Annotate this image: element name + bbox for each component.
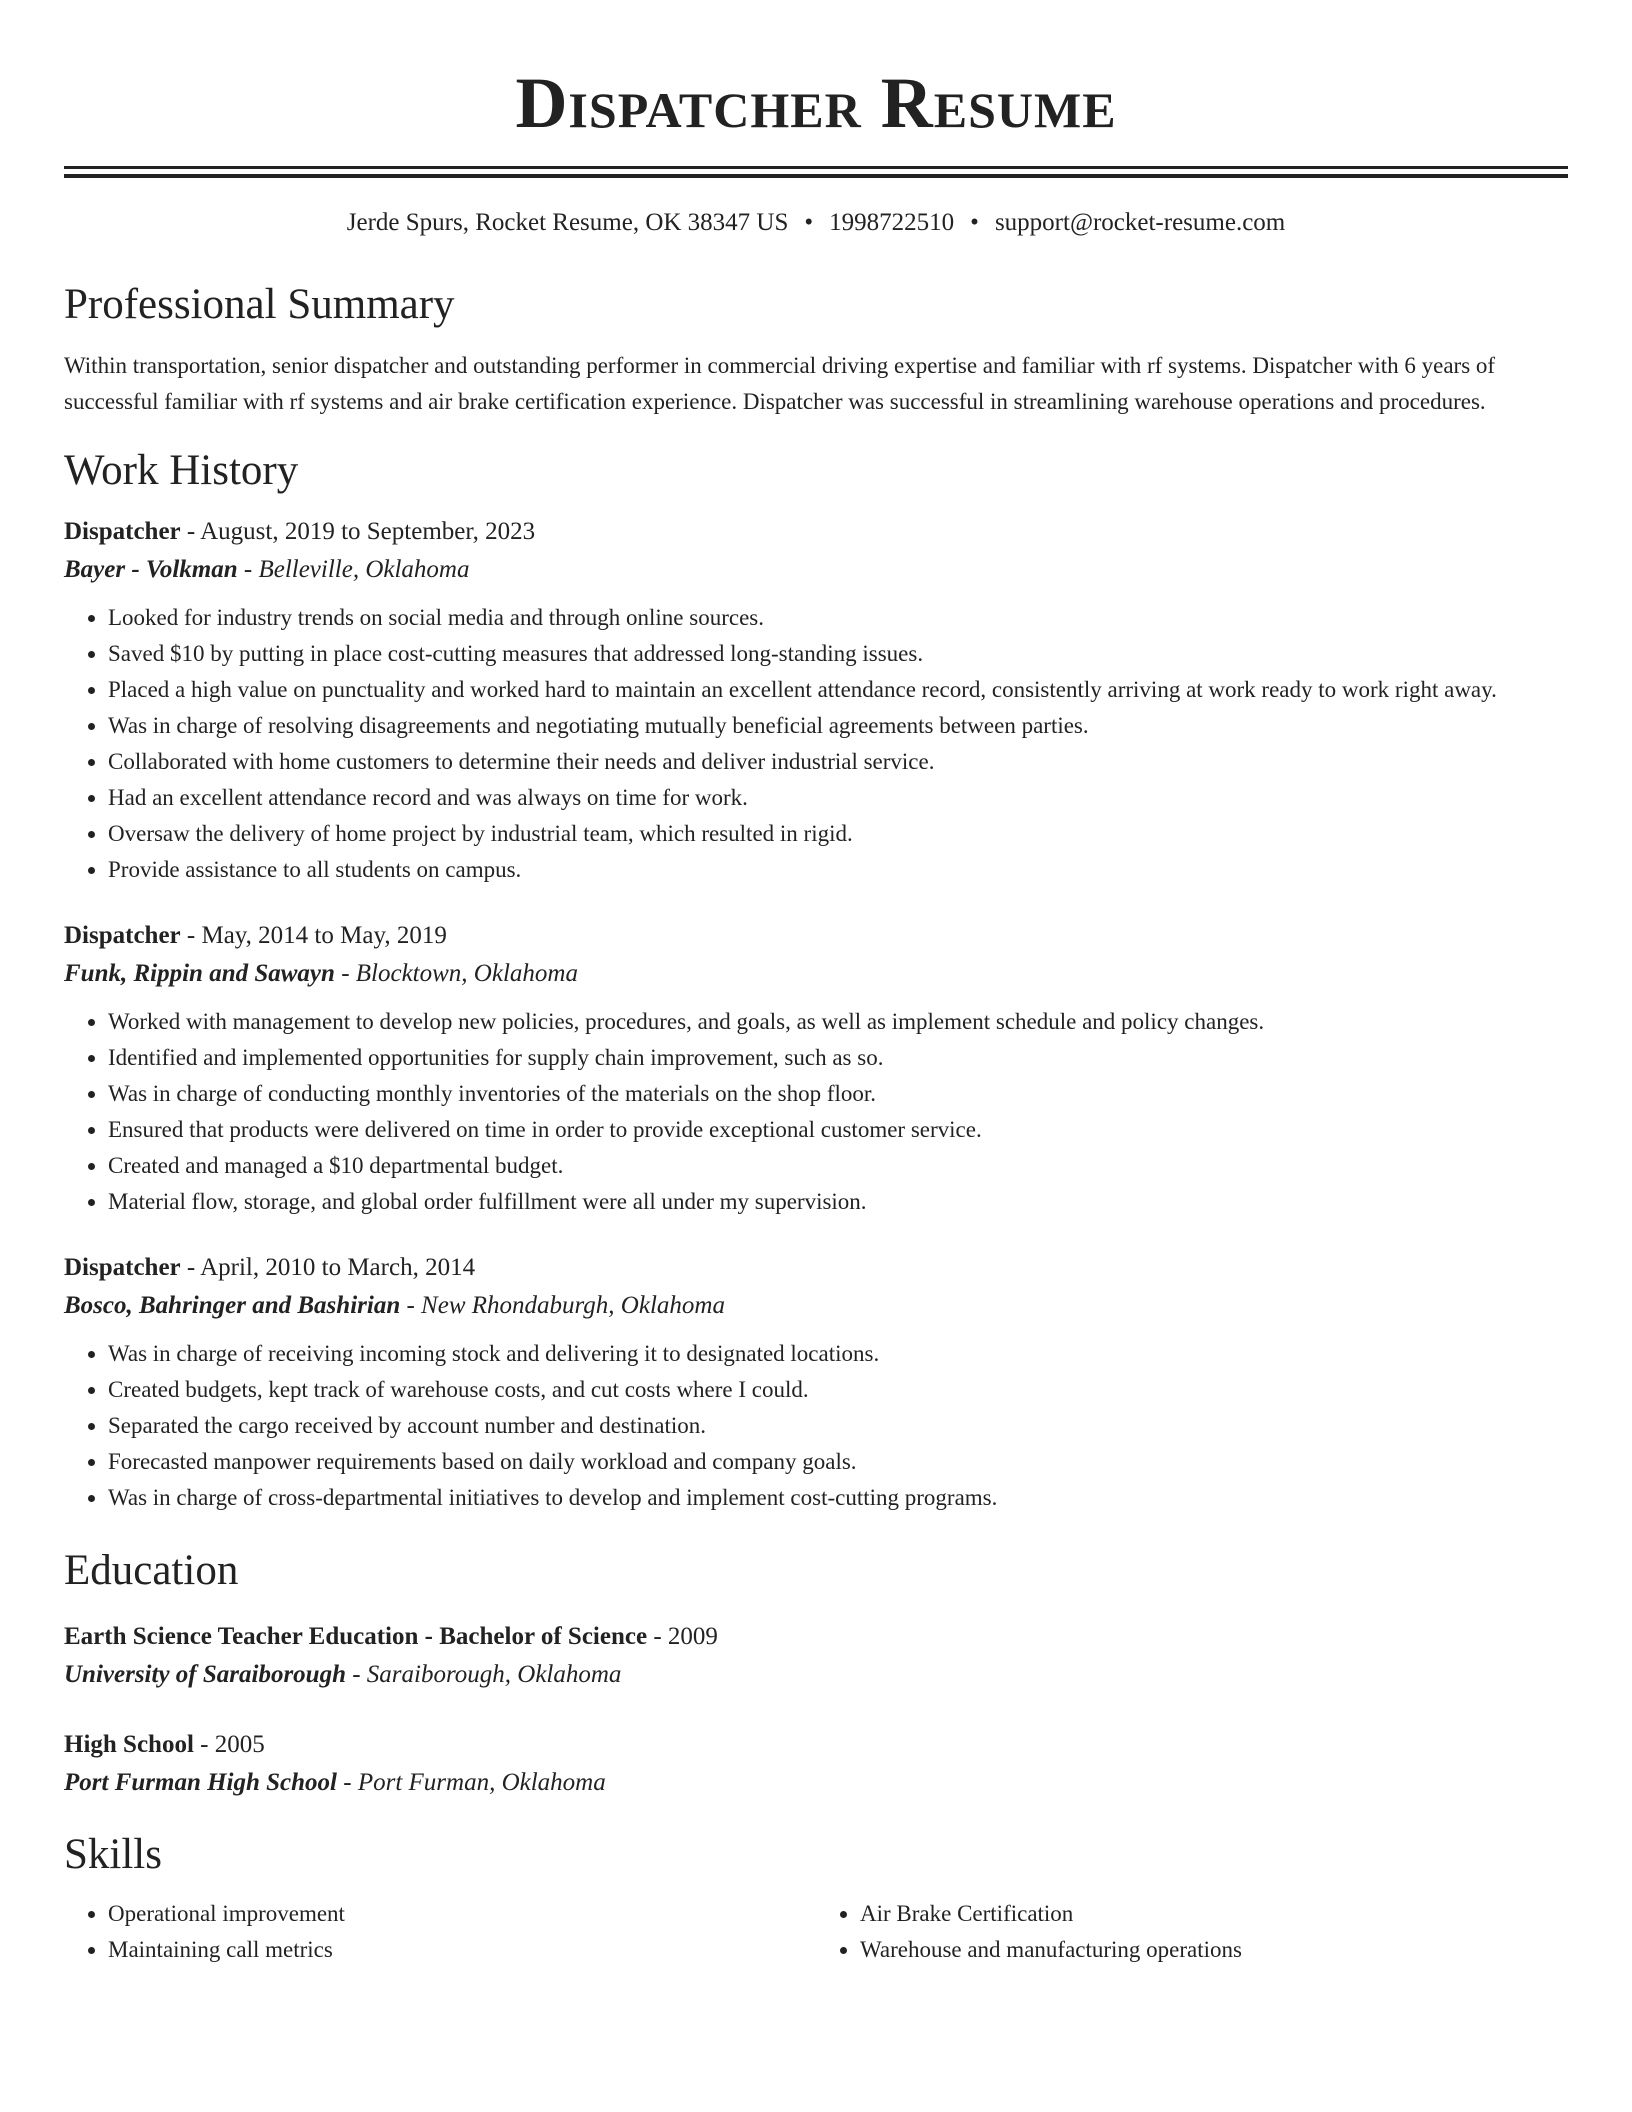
list-item: • Forecasted manpower requirements based on daily workload and company goals. xyxy=(108,1444,1568,1480)
contact-separator: • xyxy=(804,209,814,236)
employer-location: - Blocktown, Oklahoma xyxy=(334,960,578,987)
job-title: Dispatcher xyxy=(64,922,181,949)
list-item: • Separated the cargo received by account number and destination. xyxy=(108,1408,1568,1444)
job-entry xyxy=(64,918,1568,1220)
contact-address: Jerde Spurs, Rocket Resume, OK 38347 US xyxy=(346,209,789,236)
work-history-heading: Work History xyxy=(64,447,299,494)
skills-columns xyxy=(64,1896,1568,1968)
list-item: • Identified and implemented opportunities for supply chain improvement, such as so. xyxy=(108,1040,1568,1076)
employer-line xyxy=(64,550,1568,590)
degree-line xyxy=(64,1726,1568,1764)
page-title: Dispatcher Resume xyxy=(515,63,1117,143)
job-title-line xyxy=(64,1250,1568,1286)
list-item: • Worked with management to develop new policies, procedures, and goals, as well as implement schedule and policy changes. xyxy=(108,1004,1568,1040)
list-item: • Ensured that products were delivered on time in order to provide exceptional customer service. xyxy=(108,1112,1568,1148)
list-item: • Was in charge of cross-departmental initiatives to develop and implement cost-cutting programs. xyxy=(108,1480,1568,1516)
list-item: • Material flow, storage, and global order fulfillment were all under my supervision. xyxy=(108,1184,1568,1220)
employer-location: - New Rhondaburgh, Oklahoma xyxy=(400,1292,725,1319)
skill-item: • Air Brake Certification xyxy=(860,1896,1568,1932)
list-item: • Oversaw the delivery of home project by industrial team, which resulted in rigid. xyxy=(108,816,1568,852)
summary-heading: Professional Summary xyxy=(64,281,455,328)
skill-item: • Maintaining call metrics xyxy=(108,1932,816,1968)
school-location: - Saraiborough, Oklahoma xyxy=(345,1661,622,1688)
list-item: • Was in charge of resolving disagreements and negotiating mutually beneficial agreements between parties. xyxy=(108,708,1568,744)
list-item: • Had an excellent attendance record and was always on time for work. xyxy=(108,780,1568,816)
education-entry xyxy=(64,1618,1568,1694)
job-entry xyxy=(64,1250,1568,1516)
title-divider xyxy=(64,166,1568,178)
degree-year: - 2009 xyxy=(647,1623,718,1650)
employer-line xyxy=(64,954,1568,994)
skill-item: • Warehouse and manufacturing operations xyxy=(860,1932,1568,1968)
school-location: - Port Furman, Oklahoma xyxy=(337,1769,606,1796)
list-item: • Placed a high value on punctuality and worked hard to maintain an excellent attendance record, consistently arriving at work ready to work right away. xyxy=(108,672,1568,708)
school-name: Port Furman High School xyxy=(64,1769,337,1796)
contact-email: support@rocket-resume.com xyxy=(994,209,1286,236)
list-item: • Saved $10 by putting in place cost-cutting measures that addressed long-standing issues. xyxy=(108,636,1568,672)
school-name: University of Saraiborough xyxy=(64,1661,346,1688)
skills-right-column xyxy=(816,1896,1568,1968)
skills-heading: Skills xyxy=(64,1831,162,1878)
skill-item: • Operational improvement xyxy=(108,1896,816,1932)
job-title: Dispatcher xyxy=(64,518,181,545)
job-bullets xyxy=(64,600,1568,888)
summary-text: Within transportation, senior dispatcher and outstanding performer in commercial driving expertise and familiar with rf systems. Dispatcher with 6 years of successful familiar with rf systems and air brake certification experience. Dispatcher was successful in streamlining warehouse operations and procedures. xyxy=(64,353,1496,414)
degree-name: Earth Science Teacher Education - Bachelor of Science xyxy=(64,1623,648,1650)
list-item: • Provide assistance to all students on campus. xyxy=(108,852,1568,888)
job-title: Dispatcher xyxy=(64,1254,181,1281)
employer-name: Bosco, Bahringer and Bashirian xyxy=(64,1292,401,1319)
degree-line xyxy=(64,1618,1568,1656)
education-entry xyxy=(64,1726,1568,1802)
list-item: • Was in charge of conducting monthly inventories of the materials on the shop floor. xyxy=(108,1076,1568,1112)
degree-name: High School xyxy=(64,1731,194,1758)
job-entry xyxy=(64,514,1568,888)
education-heading: Education xyxy=(64,1547,239,1594)
employer-line xyxy=(64,1286,1568,1326)
employer-location: - Belleville, Oklahoma xyxy=(237,556,470,583)
employer-name: Funk, Rippin and Sawayn xyxy=(64,960,335,987)
employer-name: Bayer - Volkman xyxy=(64,556,238,583)
job-title-line xyxy=(64,918,1568,954)
job-bullets xyxy=(64,1004,1568,1220)
list-item: • Collaborated with home customers to determine their needs and deliver industrial service. xyxy=(108,744,1568,780)
job-bullets xyxy=(64,1336,1568,1516)
job-title-line xyxy=(64,514,1568,550)
school-line xyxy=(64,1764,1568,1802)
contact-phone: 1998722510 xyxy=(829,209,955,236)
job-dates: - May, 2014 to May, 2019 xyxy=(180,922,447,949)
list-item: • Was in charge of receiving incoming stock and delivering it to designated locations. xyxy=(108,1336,1568,1372)
skills-left-column xyxy=(64,1896,816,1968)
list-item: • Created and managed a $10 departmental budget. xyxy=(108,1148,1568,1184)
degree-year: - 2005 xyxy=(193,1731,265,1758)
job-dates: - April, 2010 to March, 2014 xyxy=(180,1254,476,1281)
list-item: • Looked for industry trends on social media and through online sources. xyxy=(108,600,1568,636)
list-item: • Created budgets, kept track of warehouse costs, and cut costs where I could. xyxy=(108,1372,1568,1408)
contact-line xyxy=(64,206,1568,240)
job-dates: - August, 2019 to September, 2023 xyxy=(180,518,536,545)
school-line xyxy=(64,1656,1568,1694)
contact-separator: • xyxy=(970,209,979,236)
